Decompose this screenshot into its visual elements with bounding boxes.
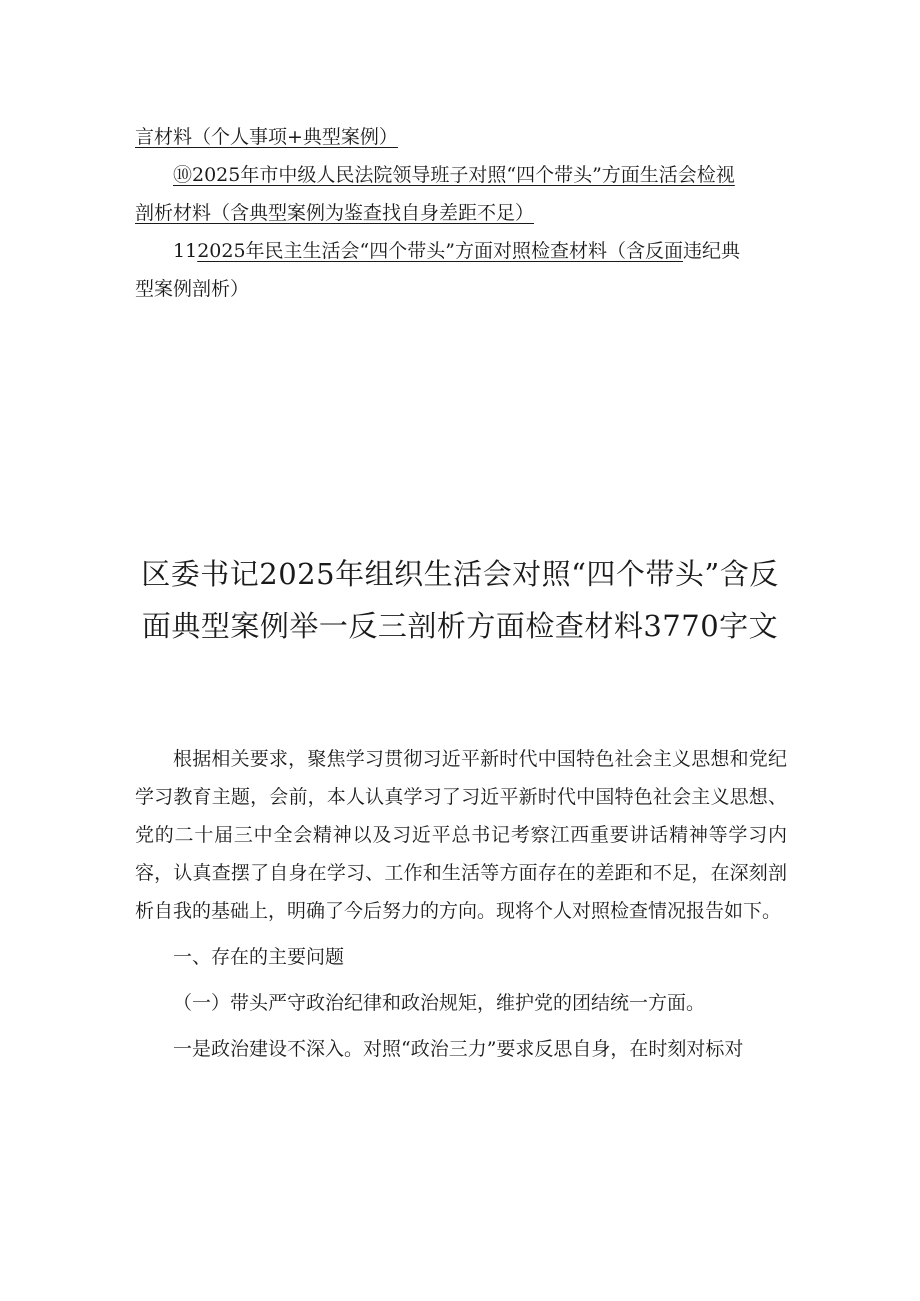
toc-item-11-number: 11 — [173, 240, 198, 262]
document-title-line1: 区委书记2025年组织生活会对照“四个带头”含反 — [141, 557, 779, 591]
toc-item-11-link[interactable]: 2025年民主生活会“四个带头”方面对照检查材料（含反面 — [197, 240, 683, 262]
section-heading: 一、存在的主要问题 — [173, 946, 345, 968]
intro-paragraph: 根据相关要求，聚焦学习贯彻习近平新时代中国特色社会主义思想和党纪学习教育主题，会前，本人认真学习了习近平新时代中国特色社会主义思想、党的二十届三中全会精神以及习近平总书记考察江西重要讲话精神等学习内容，认真查摆了自身在学习、工作和生活等方面存在的差距和不足，在深刻剖析自我的基础上，明确了今后努力的方向。现将个人对照检查情况报告如下。 — [135, 748, 787, 922]
document-body — [135, 740, 787, 1068]
toc-item-9-tail[interactable] — [135, 118, 795, 156]
document-title-line2: 面典型案例举一反三剖析方面检查材料3770字文 — [141, 609, 779, 643]
toc-item-10[interactable] — [135, 156, 795, 194]
toc-item-10-cont[interactable] — [135, 194, 795, 232]
toc-item-11[interactable] — [135, 232, 795, 270]
toc-item-11-line2: 型案例剖析） — [135, 278, 250, 300]
toc-item-10-link-line1[interactable]: ⑩2025年市中级人民法院领导班子对照“四个带头”方面生活会检视 — [173, 164, 735, 186]
toc-list — [135, 118, 795, 308]
toc-item-11-cont — [135, 270, 795, 308]
toc-item-11-rest: 违纪典 — [682, 240, 740, 262]
point-paragraph: 一是政治建设不深入。对照“政治三力”要求反思自身，在时刻对标对 — [173, 1038, 744, 1060]
subsection-heading: （一）带头严守政治纪律和政治规矩，维护党的团结统一方面。 — [173, 992, 706, 1014]
toc-item-9-link[interactable]: 言材料（个人事项+典型案例） — [135, 126, 398, 148]
document-title — [100, 548, 820, 652]
toc-item-10-link-line2[interactable]: 剖析材料（含典型案例为鉴查找自身差距不足） — [135, 202, 535, 224]
